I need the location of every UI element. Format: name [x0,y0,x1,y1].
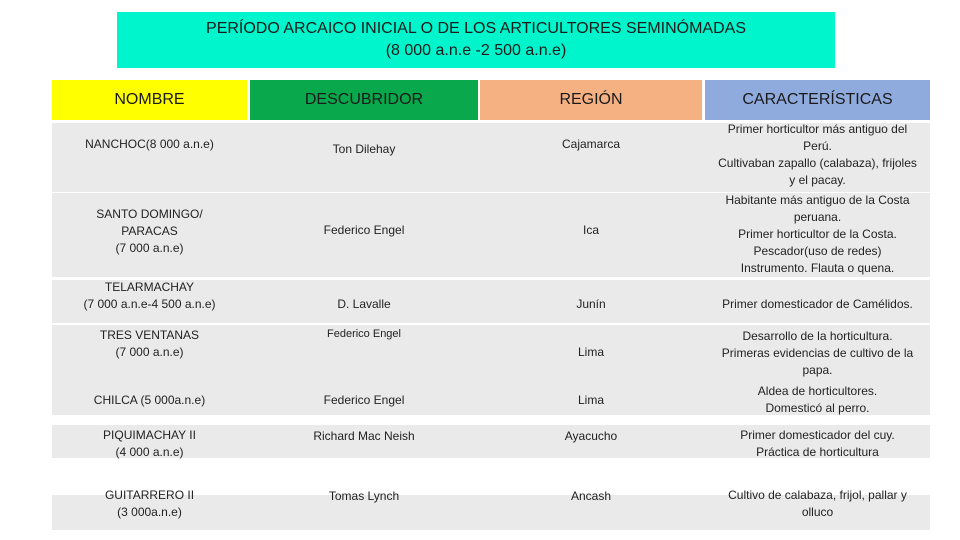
cell-text-line: Habitante más antiguo de la Costa [725,192,910,207]
cell-text-line: TELARMACHAY [104,280,195,294]
cell-text-line: Cultivo de calabaza, frijol, pallar y [728,488,907,502]
table-cell-descubridor [250,326,478,343]
header-region: REGIÓN [480,80,702,120]
table-cell-region [480,488,702,505]
header-caracteristicas: CARACTERÍSTICAS [705,80,930,120]
table-cell-descubridor [250,222,478,239]
cell-text-line: Instrumento. Flauta o quena. [740,260,895,275]
table-cell-nombre [52,279,247,313]
table-cell-caracteristicas [705,296,930,313]
cell-text-line: Desarrollo de la horticultura. [742,328,893,343]
cell-text-line: Cajamarca [561,136,621,151]
table-cell-region [480,392,702,409]
cell-text-line: Lima [577,344,604,359]
table-cell-caracteristicas [705,121,930,189]
cell-text-line: PIQUIMACHAY II [103,428,196,442]
cell-text-line: Federico Engel [327,327,401,340]
cell-text-line: Federico Engel [323,392,405,407]
cell-text-line: Lima [577,392,604,407]
table-cell-caracteristicas [705,383,930,417]
table-cell-caracteristicas [705,427,930,461]
cell-text-line: y el pacay. [789,173,846,187]
cell-text-line: Ton Dilehay [332,141,396,156]
cell-text-line: Práctica de horticultura [756,445,879,459]
table-cell-caracteristicas [705,487,930,521]
header-descubridor: DESCUBRIDOR [250,80,478,120]
title-line-1: PERÍODO ARCAICO INICIAL O DE LOS ARTICULTORES SEMINÓMADAS [206,20,746,37]
cell-text-line: Junín [576,296,606,311]
table-cell-nombre [52,136,247,153]
cell-text-line: Federico Engel [323,222,405,237]
table-cell-nombre [52,327,247,361]
cell-text-line: NANCHOC(8 000 a.n.e) [85,136,214,151]
cell-text-line: TRES VENTANAS [99,328,200,342]
title-banner [117,12,835,68]
table-cell-descubridor [250,392,478,409]
cell-text-line: GUITARRERO II [104,488,195,502]
cell-text-line: CHILCA (5 000a.n.e) [93,392,206,407]
cell-text-line: (7 000 a.n.e-4 500 a.n.e) [83,297,216,311]
table-cell-region [480,296,702,313]
cell-text-line: Pescador(uso de redes) [753,243,882,258]
cell-text-line: SANTO DOMINGO/ [96,206,203,221]
header-nombre: NOMBRE [52,80,247,120]
cell-text-line: Ica [582,222,599,237]
table-cell-caracteristicas [705,192,930,277]
cell-text-line: (7 000 a.n.e) [115,240,184,255]
table-cell-region [480,222,702,239]
cell-text-line: Perú. [803,139,832,153]
cell-text-line: Primeras evidencias de cultivo de la [721,345,914,360]
table-cell-nombre [52,427,247,461]
table-cell-nombre [52,206,247,257]
cell-text-line: Aldea de horticultores. [757,384,878,398]
cell-text-line: PARACAS [121,223,178,238]
table-cell-descubridor [250,296,478,313]
title-line-2: (8 000 a.n.e -2 500 a.n.e) [385,42,567,59]
cell-text-line: (7 000 a.n.e) [115,345,184,359]
cell-text-line: Primer domesticador de Camélidos. [722,296,913,311]
cell-text-line: Richard Mac Neish [313,428,415,443]
cell-text-line: Tomas Lynch [328,488,400,503]
table-cell-descubridor [250,428,478,445]
table-cell-region [480,344,702,361]
cell-text-line: papa. [802,362,833,377]
table-cell-caracteristicas [705,328,930,379]
cell-text-line: D. Lavalle [337,296,391,311]
cell-text-line: (3 000a.n.e) [117,505,182,519]
cell-text-line: Primer horticultor de la Costa. [738,226,897,241]
cell-text-line: (4 000 a.n.e) [115,445,184,459]
cell-text-line: Primer domesticador del cuy. [740,428,895,442]
table-cell-region [480,428,702,445]
table-cell-region [480,136,702,153]
cell-text-line: peruana. [793,209,842,224]
cell-text-line: Domesticó al perro. [765,401,870,415]
cell-text-line: olluco [801,505,834,519]
cell-text-line: Cultivaban zapallo (calabaza), frijoles [718,156,917,170]
table-cell-nombre [52,487,247,521]
cell-text-line: Ayacucho [564,428,618,443]
cell-text-line: Ancash [570,488,612,503]
table-cell-nombre [52,392,247,409]
table-cell-descubridor [250,488,478,505]
cell-text-line: Primer horticultor más antiguo del [727,122,908,136]
table-cell-descubridor [250,141,478,158]
